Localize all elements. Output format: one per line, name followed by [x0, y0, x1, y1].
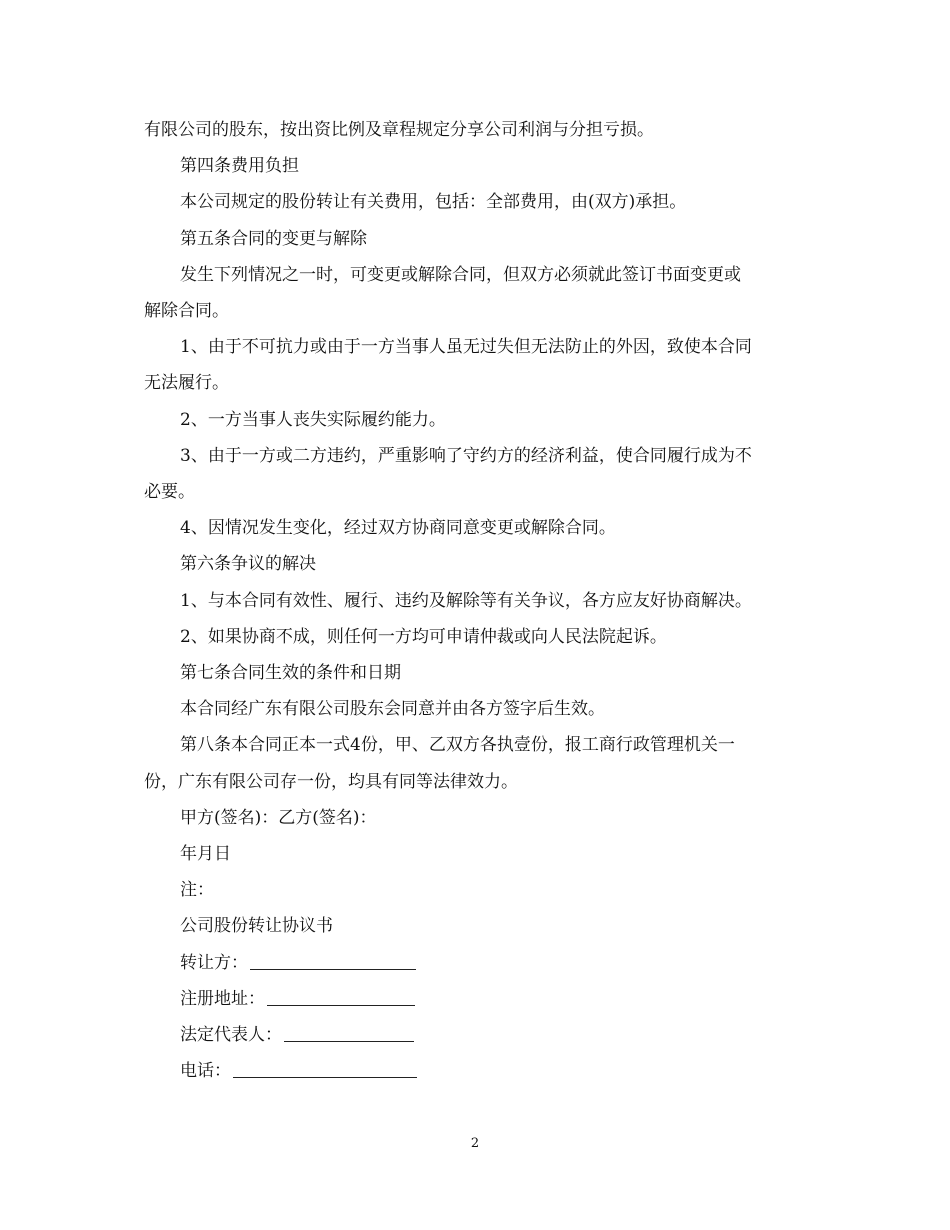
list-item: 3、由于一方或二方违约，严重影响了守约方的经济利益，使合同履行成为不: [180, 445, 752, 466]
clause-heading-6: 第六条争议的解决: [180, 554, 316, 575]
text-line: 本公司规定的股份转让有关费用，包括：全部费用，由(双方)承担。: [180, 192, 687, 213]
blank-underline: [233, 1076, 417, 1078]
list-item: 4、因情况发生变化，经过双方协商同意变更或解除合同。: [180, 518, 616, 539]
text-line: 解除合同。: [144, 301, 229, 322]
list-item: 1、由于不可抗力或由于一方当事人虽无过失但无法防止的外因，致使本合同: [180, 337, 752, 358]
text-line: 有限公司的股东，按出资比例及章程规定分享公司利润与分担亏损。: [144, 120, 654, 140]
blank-underline: [284, 1040, 414, 1042]
text-line: 无法履行。: [144, 373, 229, 394]
clause-heading-5: 第五条合同的变更与解除: [180, 228, 367, 249]
blank-underline: [250, 968, 416, 970]
date-line: 年月日: [180, 844, 231, 865]
clause-heading-4: 第四条费用负担: [180, 156, 299, 177]
field-legal-representative: [144, 1017, 809, 1053]
text-line: 份，广东有限公司存一份，均具有同等法律效力。: [144, 771, 518, 792]
text-line: 必要。: [144, 482, 195, 503]
signature-line: 甲方(签名)：乙方(签名)：: [180, 807, 377, 828]
clause-heading-8: 第八条本合同正本一式4份，甲、乙双方各执壹份，报工商行政管理机关一: [180, 735, 735, 756]
field-phone: [144, 1053, 809, 1089]
text-line: 本合同经广东有限公司股东会同意并由各方签字后生效。: [180, 699, 605, 720]
field-transferor: [144, 945, 809, 981]
field-label: 电话：: [180, 1061, 231, 1082]
page-number: 2: [470, 1136, 480, 1151]
field-label: 法定代表人：: [180, 1025, 282, 1046]
list-item: 2、如果协商不成，则任何一方均可申请仲裁或向人民法院起诉。: [180, 626, 667, 647]
field-label: 转让方：: [180, 952, 248, 973]
text-line: 发生下列情况之一时，可变更或解除合同，但双方必须就此签订书面变更或: [180, 264, 741, 285]
list-item: 1、与本合同有效性、履行、违约及解除等有关争议，各方应友好协商解决。: [180, 590, 752, 611]
clause-heading-7: 第七条合同生效的条件和日期: [180, 663, 401, 684]
list-item: 2、一方当事人丧失实际履约能力。: [180, 409, 446, 430]
field-registered-address: [144, 981, 809, 1017]
agreement-title: 公司股份转让协议书: [180, 916, 333, 937]
note-label: 注：: [180, 880, 214, 901]
document-body: [144, 112, 809, 1089]
field-label: 注册地址：: [180, 988, 265, 1009]
blank-underline: [267, 1004, 415, 1006]
